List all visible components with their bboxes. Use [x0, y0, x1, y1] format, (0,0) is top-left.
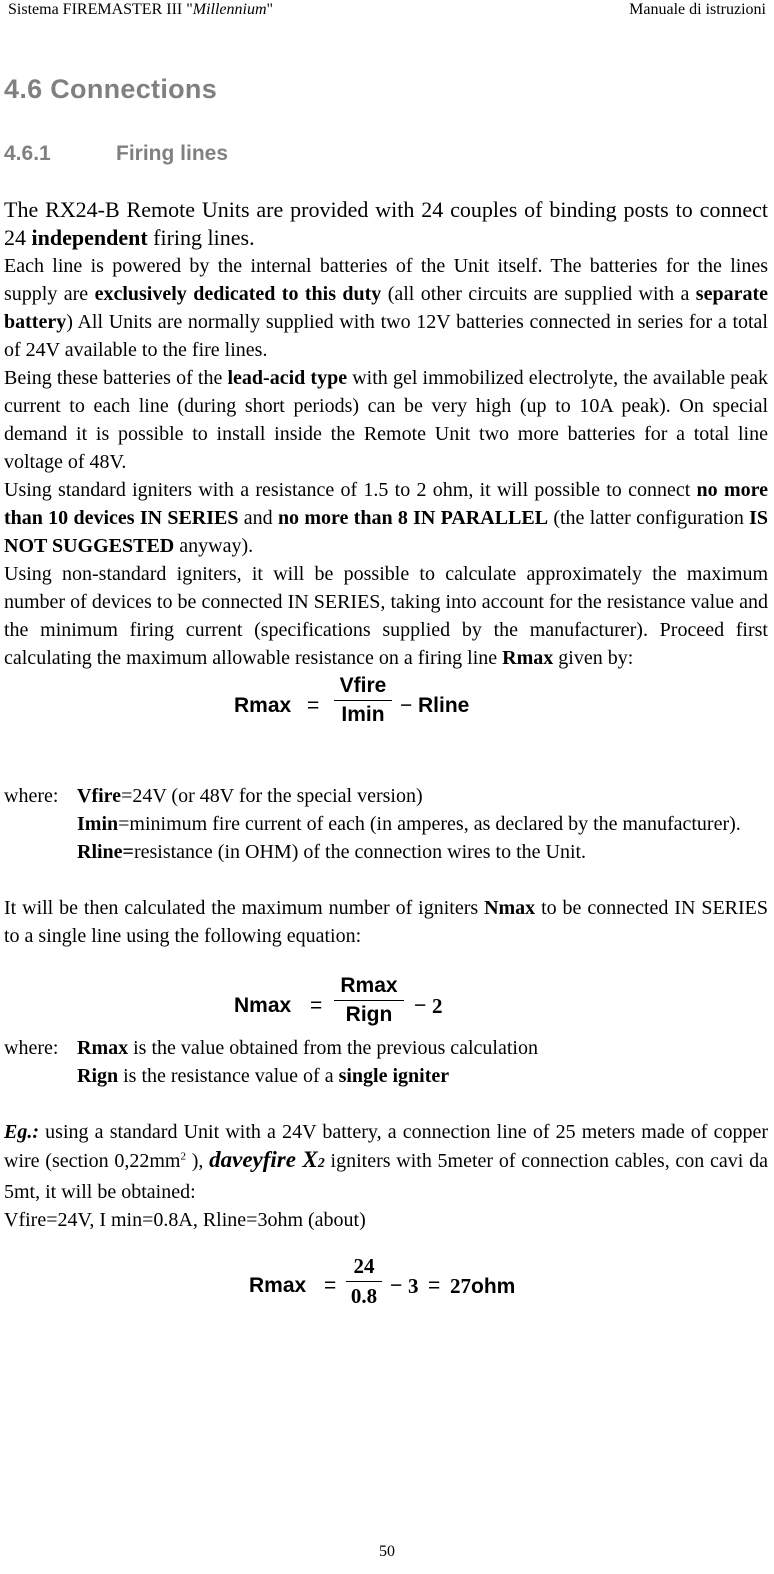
- eq1-denominator: Imin: [341, 703, 385, 726]
- where-item-rign: Rign is the resistance value of a single igniter: [77, 1065, 450, 1087]
- paragraph-standard-igniters: Using standard igniters with a resistance of 1.5 to 2 ohm, it will possible to connect no more than 10 devices IN SERIES and no more than 8 IN PARALLEL (the latter configuration IS NOT SUGGESTED anyway).: [4, 479, 768, 557]
- eq1-rhs: Rline: [418, 694, 470, 717]
- eq3-lhs: Rmax: [249, 1274, 307, 1297]
- fraction-bar: [334, 1000, 404, 1001]
- eq3-equals-2: =: [428, 1274, 441, 1297]
- eq1-fraction: [334, 674, 392, 727]
- eq3-denominator: 0.8: [350, 1284, 378, 1308]
- page-header: [8, 0, 766, 22]
- eq3-numerator: 24: [353, 1254, 375, 1278]
- eq3-result: 27ohm: [450, 1274, 516, 1298]
- fraction-bar: [334, 700, 392, 701]
- document-body: [4, 196, 768, 1334]
- eq2-minus: −: [414, 994, 427, 1017]
- header-title: Sistema FIREMASTER III "Millennium": [8, 1, 274, 18]
- subsection-title: 4.6.1 Firing lines: [4, 142, 229, 165]
- where-label: where:: [4, 1037, 59, 1059]
- paragraph-example: Eg.: using a standard Unit with a 24V battery, a connection line of 25 meters made of copper wire (section $0,22mm^2$ ), daveyfire X2 igniters with 5meter of connection cables, con cavi da 5mt, it will be obtained:: [4, 1121, 768, 1203]
- eq1-numerator: Vfire: [339, 674, 387, 697]
- eq1-equals: =: [307, 694, 320, 717]
- where-block-1: [4, 782, 768, 866]
- eq2-fraction: [334, 974, 404, 1027]
- eq2-lhs: Nmax: [234, 994, 292, 1017]
- page-number: 50: [379, 1543, 395, 1560]
- eq1-minus: −: [400, 694, 413, 717]
- paragraph-batteries: Each line is powered by the internal batteries of the Unit itself. The batteries for the lines supply are exclusively dedicated to this duty (all other circuits are supplied with a separate battery) All Units are normally supplied with two 12V batteries connected in series for a total of 24V available to the fire lines.: [4, 255, 768, 361]
- eq1-lhs: Rmax: [234, 694, 292, 717]
- paragraph-nmax: It will be then calculated the maximum number of igniters Nmax to be connected IN SERIES to a single line using the following equation:: [4, 897, 768, 947]
- paragraph-lead-acid: Being these batteries of the lead-acid type with gel immobilized electrolyte, the available peak current to each line (during short periods) can be very high (up to 10A peak). On special demand it is possible to install inside the Remote Unit two more batteries for a total line voltage of 48V.: [4, 367, 768, 473]
- eq2-denominator: Rign: [345, 1003, 393, 1026]
- eq2-numerator: Rmax: [340, 974, 398, 997]
- fraction-bar: [346, 1281, 382, 1282]
- eq3-fraction: [346, 1254, 382, 1309]
- equation-rmax: [4, 672, 768, 754]
- where-item-rmax: Rmax is the value obtained from the previous calculation: [77, 1037, 538, 1059]
- eq2-equals: =: [310, 994, 323, 1017]
- equation-example: [4, 1234, 768, 1334]
- eq3-equals: =: [324, 1274, 337, 1297]
- eq3-three: 3: [408, 1274, 419, 1298]
- paragraph-values: Vfire=24V, I min=0.8A, Rline=3ohm (about): [4, 1209, 366, 1231]
- where-item-vfire: Vfire=24V (or 48V for the special version): [77, 785, 423, 807]
- header-manual: Manuale di istruzioni: [629, 1, 766, 18]
- where-label: where:: [4, 785, 59, 807]
- eq3-minus: −: [390, 1274, 403, 1297]
- eq2-rhs: 2: [432, 994, 443, 1018]
- where-block-2: [4, 1034, 768, 1090]
- where-item-rline: Rline=resistance (in OHM) of the connection wires to the Unit.: [77, 841, 587, 863]
- paragraph-intro: The RX24-B Remote Units are provided with 24 couples of binding posts to connect 24 independent firing lines.: [4, 197, 768, 250]
- section-title: 4.6 Connections: [4, 74, 218, 104]
- where-item-imin: Imin=minimum fire current of each (in amperes, as declared by the manufacturer).: [77, 813, 741, 835]
- paragraph-non-standard: Using non-standard igniters, it will be possible to calculate approximately the maximum number of devices to be connected IN SERIES, taking into account for the resistance value and the minimum firing current (specifications supplied by the manufacturer). Proceed first calculating the maximum allowable resistance on a firing line Rmax given by:: [4, 563, 768, 669]
